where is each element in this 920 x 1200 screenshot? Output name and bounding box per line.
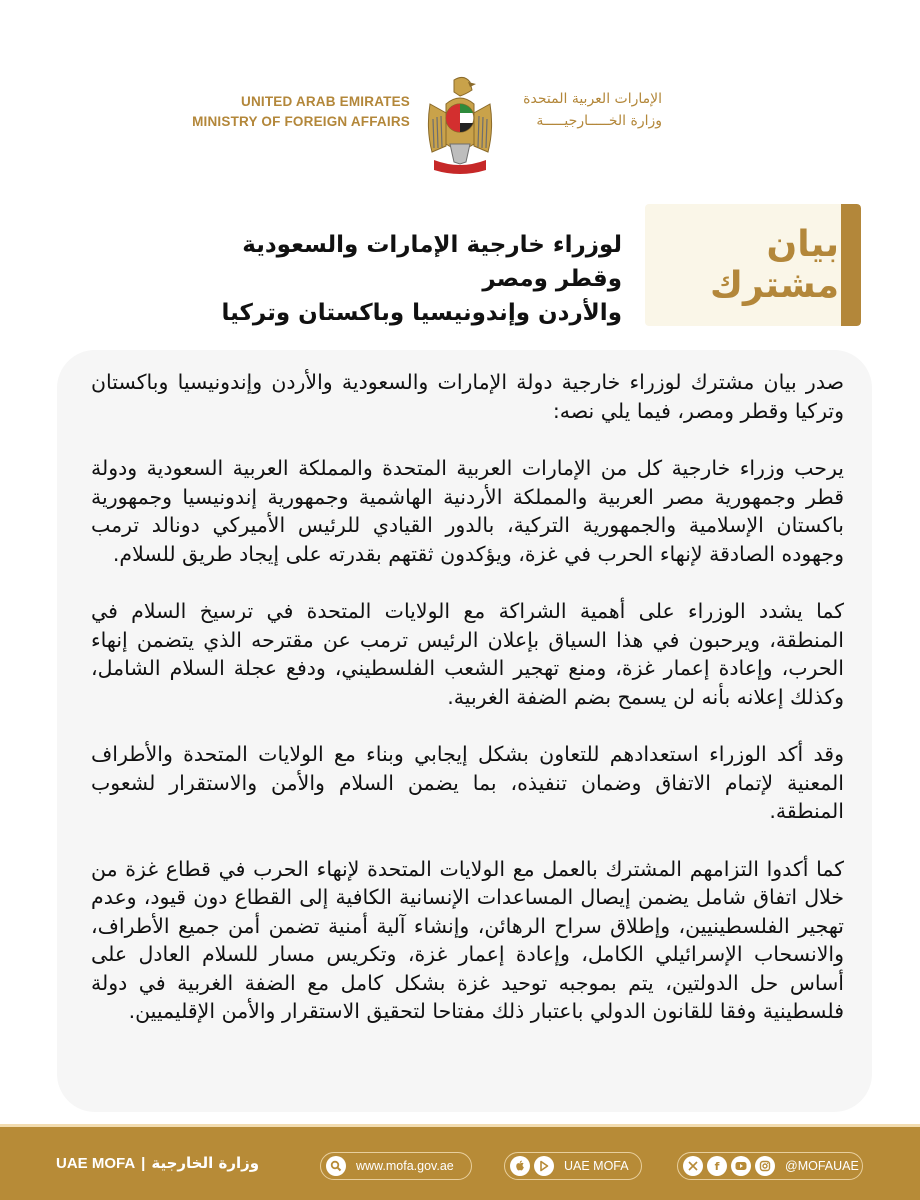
x-twitter-icon[interactable] <box>683 1156 703 1176</box>
title-line-1: لوزراء خارجية الإمارات والسعودية وقطر ومصر <box>242 232 622 292</box>
statement-body <box>91 368 844 1055</box>
footer <box>0 1127 920 1200</box>
brand-arabic: وزارة الخارجية <box>151 1154 260 1172</box>
badge-label: بيان مشترك <box>709 224 839 306</box>
org-name-ar-line2: وزارة الخـــــارجيـــــة <box>536 113 662 129</box>
org-name-en-line2: MINISTRY OF FOREIGN AFFAIRS <box>192 114 410 129</box>
app-store-links[interactable] <box>504 1152 642 1180</box>
statement-paragraph: وقد أكد الوزراء استعدادهم للتعاون بشكل إيجابي وبناء مع الولايات المتحدة والأطراف المعنية لإتمام الاتفاق وضمان تنفيذه، بما يضمن السلام والأمن والاستقرار لشعوب المنطقة. <box>91 742 844 823</box>
page-title <box>202 228 622 330</box>
org-name-en-line1: UNITED ARAB EMIRATES <box>241 94 410 109</box>
org-name-english <box>192 92 410 132</box>
joint-statement-badge <box>645 204 861 326</box>
google-play-icon[interactable] <box>534 1156 554 1176</box>
website-link[interactable] <box>320 1152 472 1180</box>
org-name-ar-line1: الإمارات العربية المتحدة <box>523 91 662 107</box>
brand-english: UAE MOFA <box>56 1154 136 1172</box>
statement-paragraph: يرحب وزراء خارجية كل من الإمارات العربية المتحدة والمملكة العربية السعودية ودولة قطر وجمهورية مصر العربية والمملكة الأردنية الهاشمية وجمهورية إندونيسيا وجمهورية باكستان الإسلامية والجمهورية التركية، بالدور القيادي للرئيس الأميركي دونالد ترمب وجهوده الصادقة لإنهاء الحرب في غزة، ويؤكدون ثقتهم بقدرته على إيجاد طريق للسلام. <box>91 456 844 566</box>
statement-card <box>57 350 872 1112</box>
search-icon <box>326 1156 346 1176</box>
apple-icon[interactable] <box>510 1156 530 1176</box>
footer-brand <box>56 1154 259 1172</box>
app-name: UAE MOFA <box>564 1159 629 1173</box>
social-links[interactable] <box>677 1152 863 1180</box>
uae-emblem-icon <box>424 74 496 176</box>
letterhead <box>0 0 920 190</box>
brand-separator: | <box>141 1154 146 1172</box>
facebook-icon[interactable]: f <box>707 1156 727 1176</box>
statement-paragraph: صدر بيان مشترك لوزراء خارجية دولة الإمارات والسعودية والأردن وإندونيسيا وباكستان وتركيا وقطر ومصر، فيما يلي نصه: <box>91 370 844 423</box>
statement-paragraph: كما يشدد الوزراء على أهمية الشراكة مع الولايات المتحدة في ترسيخ السلام في المنطقة، ويرحبون في هذا السياق بإعلان الرئيس ترمب عن مقترحه الذي يتضمن إنهاء الحرب، وإعادة إعمار غزة، ومنع تهجير الشعب الفلسطيني، ودفع عجلة السلام الشامل، وكذلك إعلانه بأنه لن يسمح بضم الضفة الغربية. <box>91 599 844 709</box>
statement-paragraph: كما أكدوا التزامهم المشترك بالعمل مع الولايات المتحدة لإنهاء الحرب في قطاع غزة من خلال اتفاق شامل يضمن إيصال المساعدات الإنسانية الكافية إلى القطاع دون قيود، وعدم تهجير الفلسطينيين، وإطلاق سراح الرهائن، وإنشاء آلية أمنية تضمن أمن جميع الأطراف، والانسحاب الإسرائيلي الكامل، وإعادة إعمار غزة، وتكريس مسار للسلام العادل على أساس حل الدولتين، يتم بموجبه توحيد غزة بشكل كامل مع الضفة الغربية في دولة فلسطينية وفقا للقانون الدولي باعتبار ذلك مفتاحا لتحقيق الاستقرار والأمن الإقليميين. <box>91 856 844 1023</box>
badge-accent-bar <box>841 204 861 326</box>
website-url: www.mofa.gov.ae <box>356 1159 454 1173</box>
org-name-arabic <box>512 88 662 132</box>
social-handle: @MOFAUAE <box>785 1159 859 1173</box>
youtube-icon[interactable] <box>731 1156 751 1176</box>
title-line-2: والأردن وإندونيسيا وباكستان وتركيا <box>221 300 622 326</box>
instagram-icon[interactable] <box>755 1156 775 1176</box>
